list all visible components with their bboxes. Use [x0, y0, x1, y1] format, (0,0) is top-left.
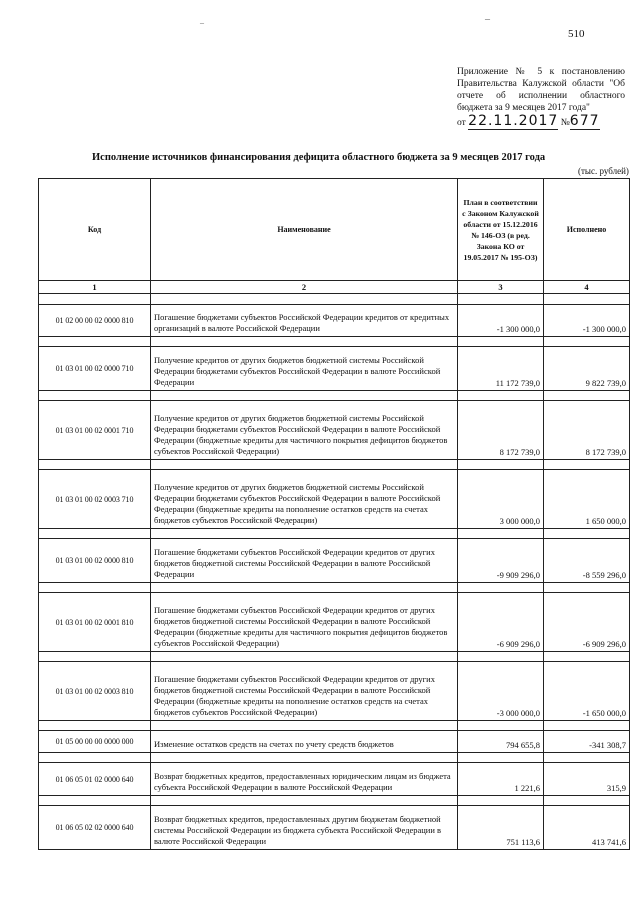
header-name: Наименование	[151, 179, 458, 281]
spacer-cell	[458, 529, 544, 539]
header-executed: Исполнено	[544, 179, 630, 281]
spacer-cell	[39, 796, 151, 806]
spacer-cell	[544, 529, 630, 539]
table-row	[39, 662, 630, 721]
spacer-cell	[39, 721, 151, 731]
column-number: 3	[458, 281, 544, 294]
spacer-cell	[544, 583, 630, 593]
spacer-row	[39, 337, 630, 347]
row-plan: 794 655,8	[458, 731, 544, 753]
financing-table	[38, 178, 630, 850]
spacer-cell	[151, 294, 458, 305]
spacer-cell	[39, 652, 151, 662]
spacer-row	[39, 721, 630, 731]
row-executed: 8 172 739,0	[544, 401, 630, 460]
row-plan: 751 113,6	[458, 806, 544, 850]
spacer-cell	[458, 721, 544, 731]
spacer-cell	[544, 753, 630, 763]
spacer-cell	[151, 796, 458, 806]
row-executed: -1 300 000,0	[544, 305, 630, 337]
row-plan: 11 172 739,0	[458, 347, 544, 391]
spacer-row	[39, 294, 630, 305]
row-name: Получение кредитов от других бюджетов бюджетной системы Российской Федерации бюджетами субъектов Российской Федерации в валюте Российской Федерации	[151, 347, 458, 391]
spacer-cell	[544, 652, 630, 662]
spacer-cell	[39, 529, 151, 539]
row-code: 01 03 01 00 02 0003 810	[39, 662, 151, 721]
row-plan: -1 300 000,0	[458, 305, 544, 337]
spacer-cell	[151, 460, 458, 470]
column-number: 4	[544, 281, 630, 294]
row-code: 01 06 05 02 02 0000 640	[39, 806, 151, 850]
spacer-cell	[151, 529, 458, 539]
row-name: Получение кредитов от других бюджетов бюджетной системы Российской Федерации бюджетами субъектов Российской Федерации в валюте Российской Федерации (бюджетные кредиты для частичного покрытия дефицитов бюджетов субъектов Российской Федерации)	[151, 401, 458, 460]
row-plan: -6 909 296,0	[458, 593, 544, 652]
row-plan: -9 909 296,0	[458, 539, 544, 583]
row-executed: 315,9	[544, 763, 630, 796]
document-title: Исполнение источников финансирования дефицита областного бюджета за 9 месяцев 2017 года	[92, 152, 546, 163]
table-row	[39, 539, 630, 583]
spacer-cell	[544, 337, 630, 347]
header-plan: План в соответствии с Законом Калужской области от 15.12.2016 № 146-ОЗ (в ред. Закона КО от 19.05.2017 № 195-ОЗ)	[458, 179, 544, 281]
row-executed: -8 559 296,0	[544, 539, 630, 583]
row-code: 01 03 01 00 02 0000 810	[39, 539, 151, 583]
spacer-row	[39, 652, 630, 662]
row-plan: 3 000 000,0	[458, 470, 544, 529]
row-plan: 1 221,6	[458, 763, 544, 796]
column-number: 1	[39, 281, 151, 294]
spacer-cell	[458, 652, 544, 662]
spacer-row	[39, 796, 630, 806]
row-name: Получение кредитов от других бюджетов бюджетной системы Российской Федерации бюджетами субъектов Российской Федерации в валюте Российской Федерации (бюджетные кредиты на пополнение остатков средств на счетах бюджетов субъектов Российской Федерации)	[151, 470, 458, 529]
spacer-cell	[151, 391, 458, 401]
date-prefix: от	[457, 118, 466, 128]
spacer-cell	[458, 337, 544, 347]
row-name: Погашение бюджетами субъектов Российской Федерации кредитов от кредитных организаций в валюте Российской Федерации	[151, 305, 458, 337]
row-code: 01 02 00 00 02 0000 810	[39, 305, 151, 337]
spacer-cell	[544, 391, 630, 401]
spacer-cell	[458, 753, 544, 763]
row-name: Возврат бюджетных кредитов, предоставленных другим бюджетам бюджетной системы Российской Федерации из бюджета субъекта Российской Федерации в валюте Российской Федерации	[151, 806, 458, 850]
table-row	[39, 806, 630, 850]
row-code: 01 05 00 00 00 0000 000	[39, 731, 151, 753]
row-code: 01 03 01 00 02 0001 710	[39, 401, 151, 460]
decree-date-line	[457, 113, 627, 129]
decree-number: 677	[569, 113, 600, 129]
row-executed: -341 308,7	[544, 731, 630, 753]
spacer-cell	[544, 796, 630, 806]
spacer-cell	[458, 583, 544, 593]
column-number: 2	[151, 281, 458, 294]
row-code: 01 03 01 00 02 0003 710	[39, 470, 151, 529]
spacer-row	[39, 529, 630, 539]
number-prefix: №	[560, 118, 570, 128]
table-row	[39, 347, 630, 391]
spacer-row	[39, 391, 630, 401]
spacer-row	[39, 583, 630, 593]
header-code: Код	[39, 179, 151, 281]
scan-mark-right: –	[485, 14, 490, 25]
table-row	[39, 593, 630, 652]
scan-mark-left: –	[200, 18, 204, 27]
row-executed: -6 909 296,0	[544, 593, 630, 652]
table-row	[39, 763, 630, 796]
row-name: Погашение бюджетами субъектов Российской Федерации кредитов от других бюджетов бюджетной системы Российской Федерации в валюте Российской Федерации (бюджетные кредиты для частичного покрытия дефицитов бюджетов субъектов Российской Федерации)	[151, 593, 458, 652]
table-row	[39, 731, 630, 753]
appendix-note: Приложение № 5 к постановлению Правительства Калужской области "Об отчете об исполнении областного бюджета за 9 месяцев 2017 года"	[457, 67, 625, 113]
spacer-cell	[458, 391, 544, 401]
row-executed: 1 650 000,0	[544, 470, 630, 529]
spacer-cell	[151, 337, 458, 347]
spacer-cell	[151, 652, 458, 662]
table-row	[39, 470, 630, 529]
row-name: Погашение бюджетами субъектов Российской Федерации кредитов от других бюджетов бюджетной системы Российской Федерации в валюте Российской Федерации (бюджетные кредиты на пополнение остатков средств на счетах бюджетов субъектов Российской Федерации)	[151, 662, 458, 721]
spacer-row	[39, 460, 630, 470]
row-plan: 8 172 739,0	[458, 401, 544, 460]
spacer-cell	[39, 294, 151, 305]
row-executed: 413 741,6	[544, 806, 630, 850]
spacer-cell	[39, 460, 151, 470]
spacer-cell	[544, 721, 630, 731]
units-label: (тыс. рублей)	[578, 166, 629, 176]
table-row	[39, 305, 630, 337]
row-executed: -1 650 000,0	[544, 662, 630, 721]
row-name: Изменение остатков средств на счетах по учету средств бюджетов	[151, 731, 458, 753]
decree-date: 22.11.2017	[468, 113, 559, 129]
row-name: Возврат бюджетных кредитов, предоставленных юридическим лицам из бюджета субъекта Российской Федерации в валюте Российской Федерации	[151, 763, 458, 796]
spacer-cell	[544, 294, 630, 305]
spacer-cell	[39, 391, 151, 401]
header-row	[39, 179, 630, 281]
spacer-cell	[151, 583, 458, 593]
column-number-row	[39, 281, 630, 294]
row-code: 01 06 05 01 02 0000 640	[39, 763, 151, 796]
spacer-cell	[151, 721, 458, 731]
row-code: 01 03 01 00 02 0001 810	[39, 593, 151, 652]
row-code: 01 03 01 00 02 0000 710	[39, 347, 151, 391]
spacer-cell	[39, 753, 151, 763]
spacer-cell	[544, 460, 630, 470]
spacer-cell	[458, 460, 544, 470]
page-number: 510	[568, 28, 585, 40]
spacer-cell	[151, 753, 458, 763]
row-executed: 9 822 739,0	[544, 347, 630, 391]
row-plan: -3 000 000,0	[458, 662, 544, 721]
row-name: Погашение бюджетами субъектов Российской Федерации кредитов от других бюджетов бюджетной системы Российской Федерации в валюте Российской Федерации	[151, 539, 458, 583]
table-row	[39, 401, 630, 460]
spacer-cell	[458, 294, 544, 305]
spacer-row	[39, 753, 630, 763]
spacer-cell	[458, 796, 544, 806]
spacer-cell	[39, 583, 151, 593]
spacer-cell	[39, 337, 151, 347]
